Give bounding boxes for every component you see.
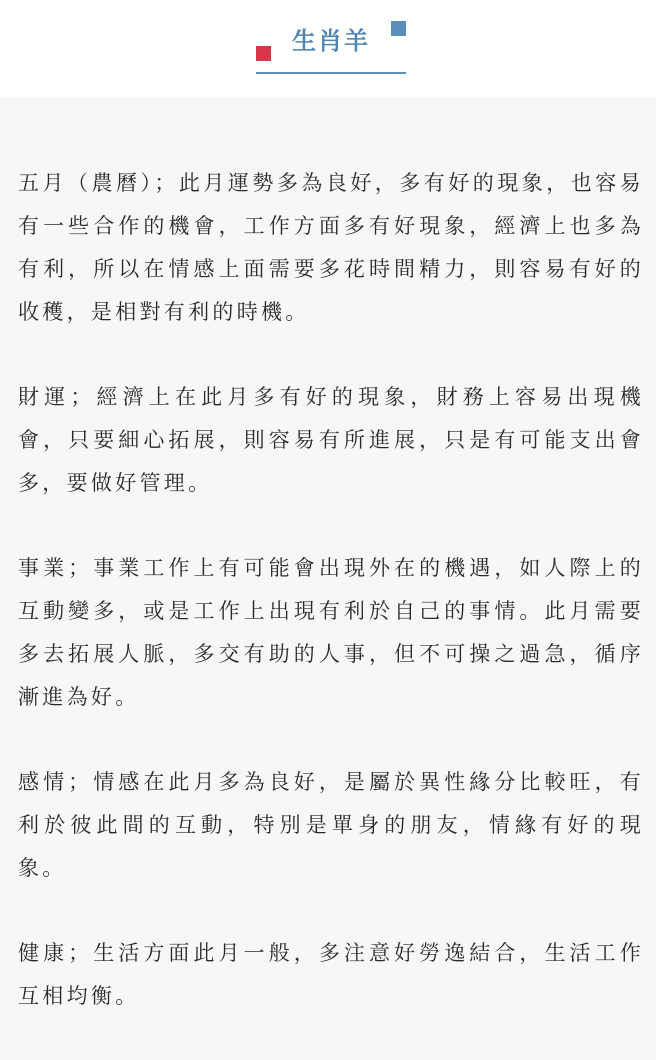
article-body bbox=[18, 162, 644, 1060]
header-bar bbox=[0, 0, 656, 97]
paragraph-career: 事業；事業工作上有可能會出現外在的機遇，如人際上的互動變多，或是工作上出現有利於自己的事情。此月需要多去拓展人脈，多交有助的人事，但不可操之過急，循序漸進為好。 bbox=[18, 556, 644, 709]
paragraph-health: 健康；生活方面此月一般，多注意好勞逸結合，生活工作互相均衡。 bbox=[18, 941, 644, 1008]
paragraph-overview: 五月（農曆）；此月運勢多為良好，多有好的現象，也容易有一些合作的機會，工作方面多有好現象，經濟上也多為有利，所以在情感上面需要多花時間精力，則容易有好的收穫，是相對有利的時機。 bbox=[18, 171, 644, 324]
title-block bbox=[256, 0, 406, 97]
paragraph-wealth: 財運；經濟上在此月多有好的現象，財務上容易出現機會，只要細心拓展，則容易有所進展，只是有可能支出會多，要做好管理。 bbox=[18, 385, 644, 495]
title-underline bbox=[256, 72, 406, 74]
paragraph-love: 感情；情感在此月多為良好，是屬於異性緣分比較旺，有利於彼此間的互動，特別是單身的朋友，情緣有好的現象。 bbox=[18, 770, 644, 880]
page-title: 生肖羊 bbox=[292, 27, 370, 55]
